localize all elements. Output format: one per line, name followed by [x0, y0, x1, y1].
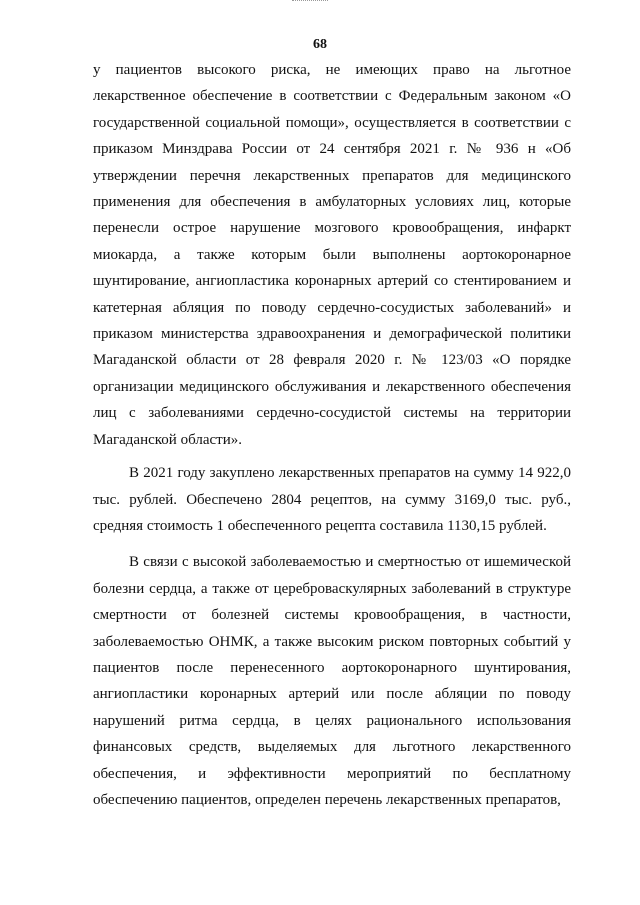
page-number: 68 — [313, 37, 327, 52]
document-body — [93, 57, 571, 813]
paragraph-drug-list-rationale: В связи с высокой заболеваемостью и смертностью от ишемической болезни сердца, а также от цереброваскулярных заболеваний в структуре смертности от болезней системы кровообращения, в частности, заболеваемостью ОНМК, а также высоким риском повторных событий у пациентов после перенесенного аортокоронарного шунтирования, ангиопластики коронарных артерий или после абляции по поводу нарушений ритма сердца, в целях рационального использования финансовых средств, выделяемых для льготного лекарственного обеспечения, и эффективности мероприятий по бесплатному обеспечению пациентов, определен перечень лекарственных препаратов, — [93, 554, 571, 808]
paragraph-procurement-2021: В 2021 году закуплено лекарственных препаратов на сумму 14 922,0 тыс. рублей. Обеспечено 2804 рецептов, на сумму 3169,0 тыс. руб., средняя стоимость 1 обеспеченного рецепта составила 1130,15 рублей. — [93, 465, 571, 534]
scan-edge-mark — [292, 0, 328, 4]
paragraph-continuation: у пациентов высокого риска, не имеющих право на льготное лекарственное обеспечение в соответствии с Федеральным законом «О государственной социальной помощи», осуществляется в соответствии с приказом Минздрава России от 24 сентября 2021 г. № 936 н «Об утверждении перечня лекарственных препаратов для медицинского применения для обеспечения в амбулаторных условиях лиц, которые перенесли острое нарушение мозгового кровообращения, инфаркт миокарда, а также которым были выполнены аортокоронарное шунтирование, ангиопластика коронарных артерий со стентированием и катетерная абляция по поводу сердечно-сосудистых заболеваний» и приказом министерства здравоохранения и демографической политики Магаданской области от 28 февраля 2020 г. № 123/03 «О порядке организации медицинского обслуживания и лекарственного обеспечения лиц с заболеваниями сердечно-сосудистой системы на территории Магаданской области». — [93, 62, 571, 448]
